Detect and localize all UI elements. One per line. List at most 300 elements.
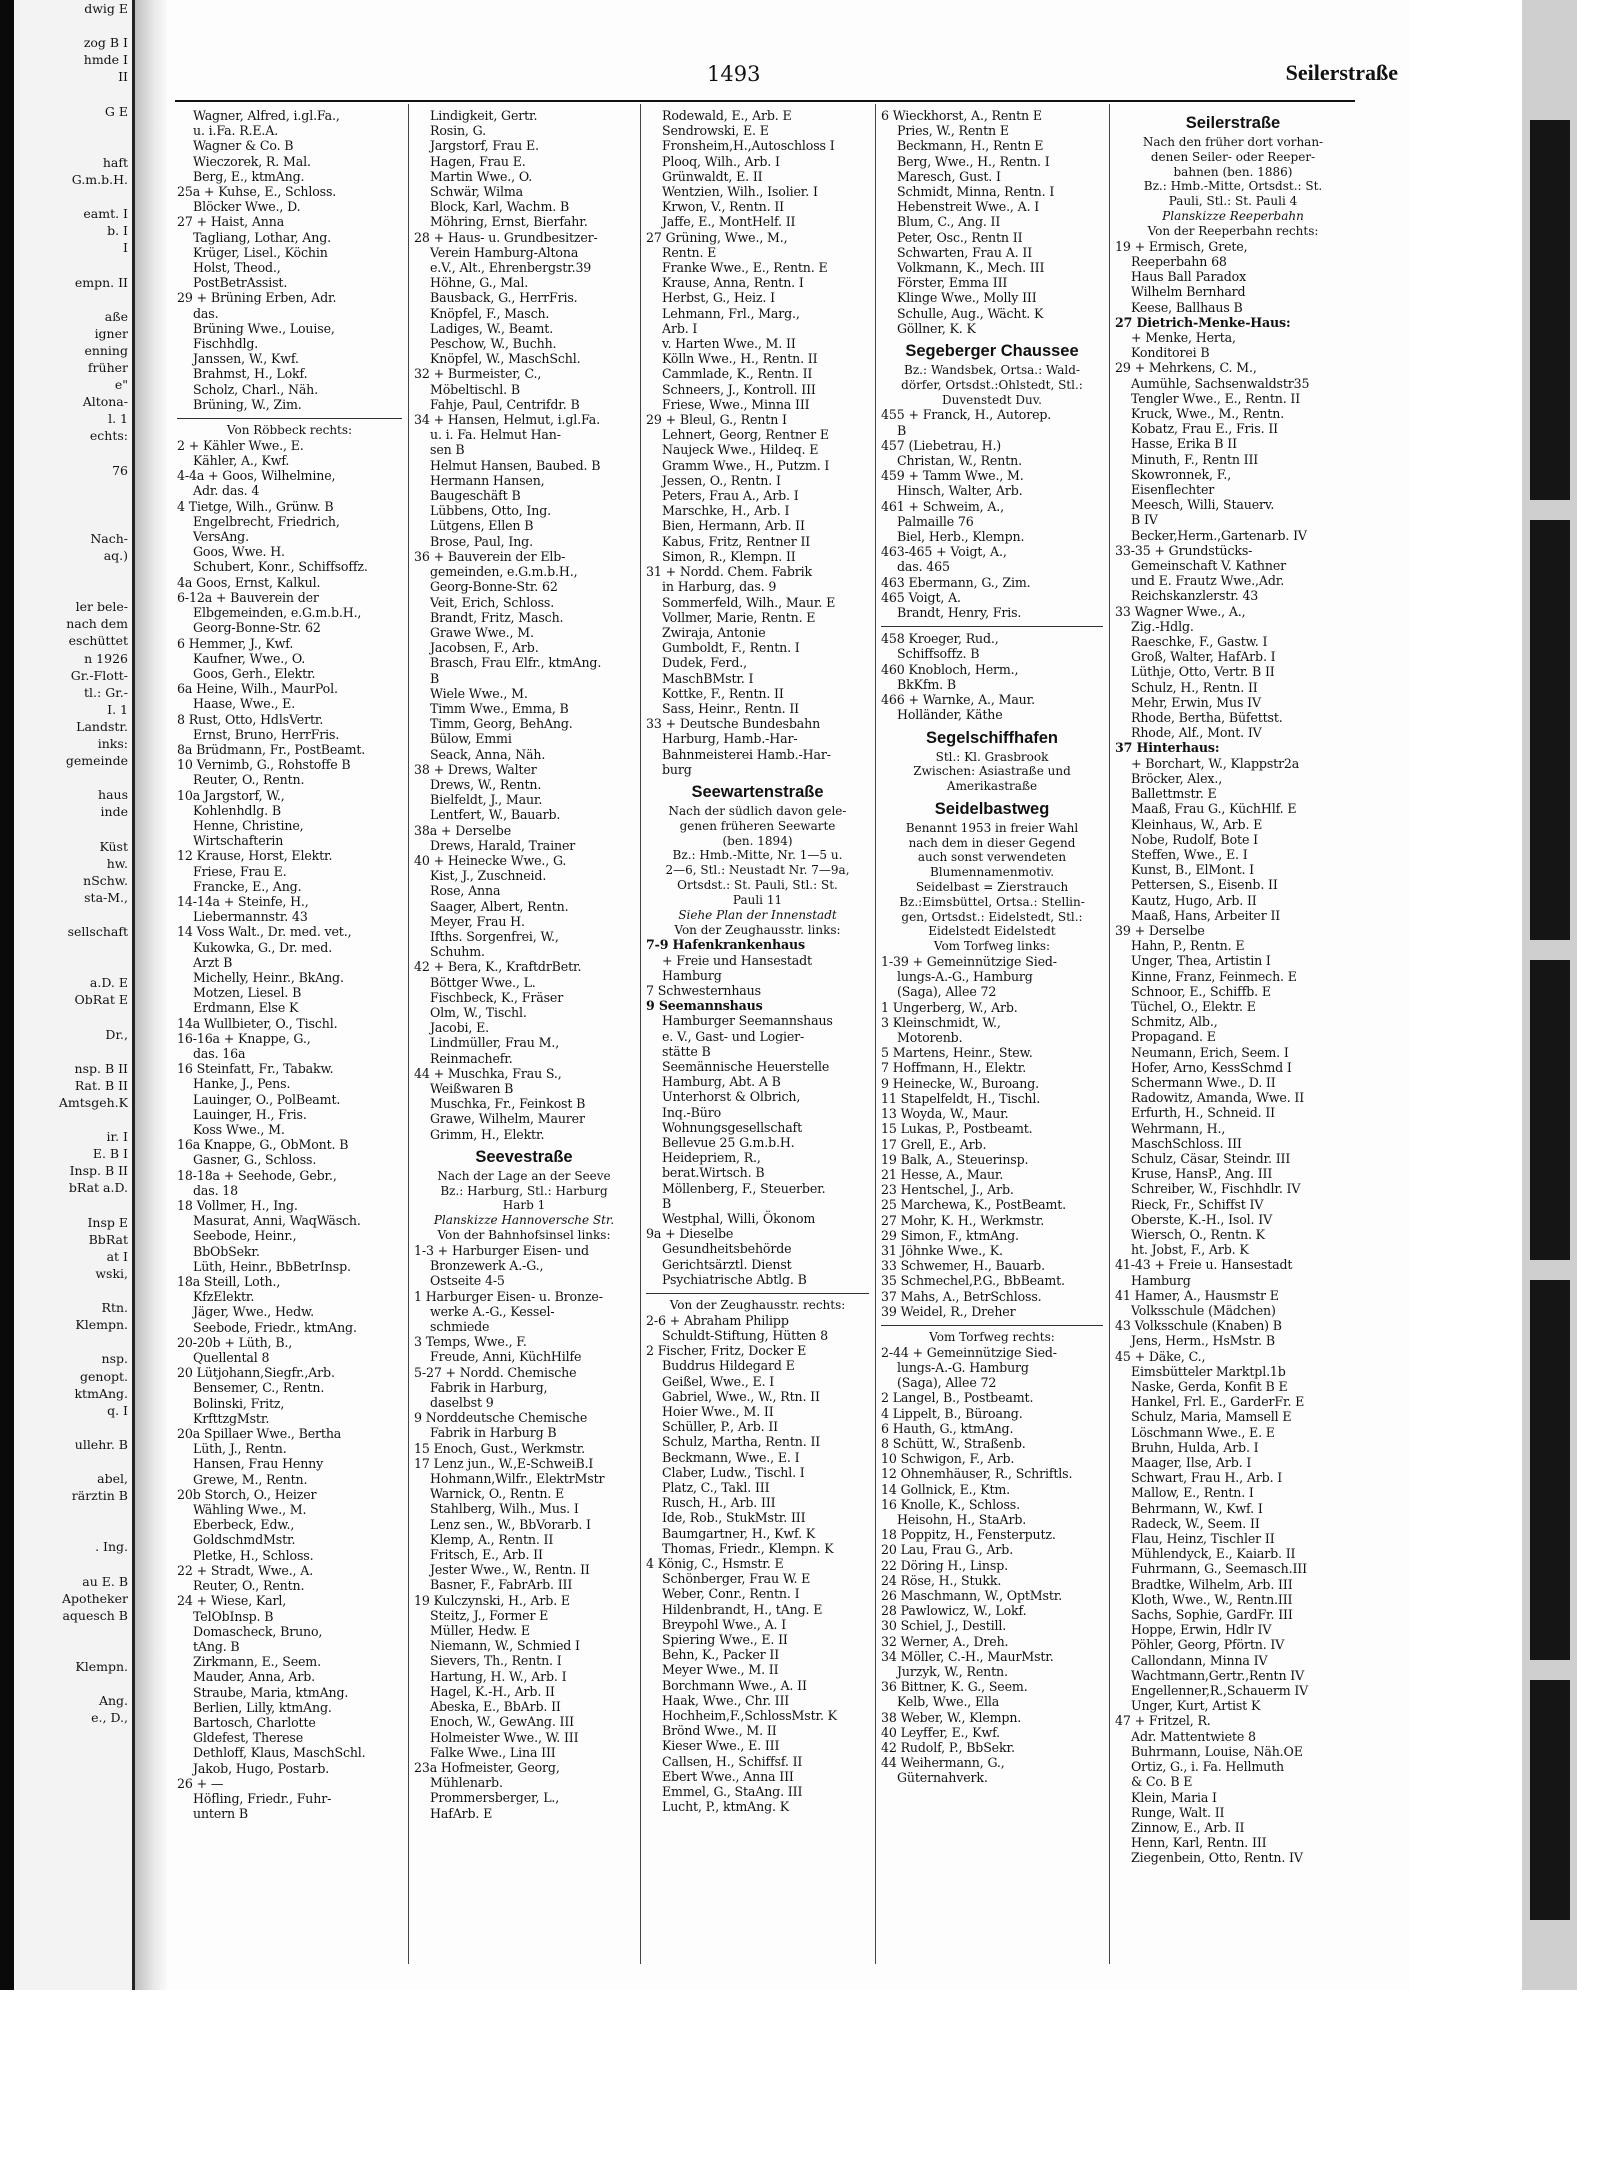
plan-reference: Planskizze Hannoversche Str. bbox=[433, 1213, 615, 1228]
resident-entry: Holmeister Wwe., W. III bbox=[430, 1729, 579, 1745]
resident-entry: sen B bbox=[430, 442, 465, 458]
house-number-entry: 25a + Kuhse, E., Schloss. bbox=[177, 184, 337, 200]
house-number-entry: 2 Fischer, Fritz, Docker E bbox=[646, 1343, 807, 1359]
resident-entry: Bensemer, C., Rentn. bbox=[193, 1380, 325, 1396]
house-number-entry: 38a + Derselbe bbox=[414, 822, 512, 838]
house-number-entry: 31 + Nordd. Chem. Fabrik bbox=[646, 564, 813, 580]
resident-entry: Propagand. E bbox=[1131, 1029, 1216, 1045]
resident-entry: Ziegenbein, Otto, Rentn. IV bbox=[1131, 1850, 1303, 1866]
resident-entry: Wagner, Alfred, i.gl.Fa., bbox=[193, 108, 340, 123]
resident-entry: PostBetrAssist. bbox=[193, 275, 288, 291]
resident-entry: Simon, R., Klempn. II bbox=[662, 548, 796, 564]
facing-page-line: tl.: Gr.- bbox=[84, 684, 128, 700]
house-number-entry: 1 Harburger Eisen- u. Bronze- bbox=[414, 1288, 603, 1304]
resident-entry: Schulz, Martha, Rentn. II bbox=[662, 1434, 821, 1450]
street-note: denen Seiler- oder Reeper- bbox=[1150, 149, 1316, 164]
house-number-entry: 8 Schütt, W., Straßenb. bbox=[881, 1435, 1026, 1451]
facing-page-line: aße bbox=[104, 308, 128, 324]
facing-page-line: a.D. E bbox=[89, 975, 128, 991]
facing-page-line: inde bbox=[100, 804, 128, 820]
resident-entry: Lentfert, W., Bauarb. bbox=[430, 807, 561, 823]
house-number-entry: 461 + Schweim, A., bbox=[881, 498, 1004, 514]
resident-entry: Hermann Hansen, bbox=[430, 472, 545, 488]
resident-entry: Mallow, E., Rentn. I bbox=[1131, 1485, 1254, 1501]
house-number-entry: 32 Werner, A., Dreh. bbox=[881, 1633, 1009, 1649]
resident-entry: Kleinhaus, W., Arb. E bbox=[1131, 816, 1263, 832]
facing-page-line bbox=[14, 1197, 132, 1214]
facing-page-line bbox=[14, 940, 132, 957]
section-divider bbox=[881, 1325, 1103, 1326]
resident-entry: Grawe, Wilhelm, Maurer bbox=[430, 1111, 585, 1127]
resident-entry: Gldefest, Therese bbox=[193, 1730, 304, 1746]
house-number-entry: 28 + Haus- u. Grundbesitzer- bbox=[414, 229, 598, 245]
house-number-entry: 27 Grüning, Wwe., M., bbox=[646, 229, 788, 245]
house-number-entry: 6 Hauth, G., ktmAng. bbox=[881, 1420, 1014, 1436]
resident-entry: Unger, Thea, Artistin I bbox=[1131, 953, 1271, 969]
street-note: Harb 1 bbox=[502, 1198, 546, 1213]
resident-entry: Inq.-Büro bbox=[662, 1104, 722, 1120]
plan-reference: Planskizze Reeperbahn bbox=[1162, 208, 1304, 223]
street-heading: Segelschiffhafen bbox=[925, 728, 1059, 747]
resident-entry: B bbox=[430, 670, 440, 686]
resident-entry: + Borchart, W., Klappstr2a bbox=[1131, 755, 1300, 771]
house-number-entry: 4 König, C., Hsmstr. E bbox=[646, 1556, 784, 1572]
resident-entry: Wiersch, O., Rentn. K bbox=[1131, 1226, 1265, 1242]
resident-entry: Hinsch, Walter, Arb. bbox=[897, 483, 1023, 499]
resident-entry: Weber, Conr., Rentn. I bbox=[662, 1586, 800, 1602]
facing-page-line bbox=[14, 479, 132, 496]
resident-entry: Masurat, Anni, WaqWäsch. bbox=[193, 1213, 361, 1229]
resident-entry: Stahlberg, Wilh., Mus. I bbox=[430, 1501, 579, 1517]
resident-entry: Beckmann, H., Rentn E bbox=[897, 138, 1044, 154]
resident-entry: Sievers, Th., Rentn. I bbox=[430, 1653, 562, 1669]
resident-entry: in Harburg, das. 9 bbox=[662, 579, 777, 595]
resident-entry: Franke Wwe., E., Rentn. E bbox=[662, 260, 828, 276]
resident-entry: Löschmann Wwe., E. E bbox=[1131, 1424, 1275, 1440]
resident-entry: Maresch, Gust. I bbox=[897, 168, 1001, 184]
resident-entry: Schulz, Maria, Mamsell E bbox=[1131, 1409, 1292, 1425]
resident-entry: Eimsbütteler Marktpl.1b bbox=[1131, 1363, 1286, 1379]
column-separator bbox=[408, 104, 409, 1964]
resident-entry: Radowitz, Amanda, Wwe. II bbox=[1131, 1090, 1305, 1106]
resident-entry: das. 18 bbox=[193, 1182, 239, 1198]
house-number-entry: 28 Pawlowicz, W., Lokf. bbox=[881, 1603, 1027, 1619]
resident-entry: Bröcker, Alex., bbox=[1131, 770, 1223, 786]
resident-entry: B bbox=[897, 422, 907, 438]
facing-page-line bbox=[14, 769, 132, 786]
resident-entry: Zinnow, E., Arb. II bbox=[1131, 1819, 1245, 1835]
resident-entry: Borchmann Wwe., A. II bbox=[662, 1677, 807, 1693]
resident-entry: Niemann, W., Schmied I bbox=[430, 1638, 580, 1654]
street-note: Nach den früher dort vorhan- bbox=[1142, 135, 1324, 149]
resident-entry: Behn, K., Packer II bbox=[662, 1647, 780, 1663]
house-number-entry: 36 Bittner, K. G., Seem. bbox=[881, 1679, 1028, 1695]
house-number-entry: 9a + Dieselbe bbox=[646, 1226, 734, 1242]
resident-entry: und E. Frautz Wwe.,Adr. bbox=[1131, 573, 1285, 589]
resident-entry: Christan, W., Rentn. bbox=[897, 453, 1022, 469]
resident-entry: Domascheck, Bruno, bbox=[193, 1623, 323, 1639]
facing-page-line: genopt. bbox=[80, 1368, 128, 1384]
resident-entry: Ide, Rob., StukMstr. III bbox=[662, 1510, 806, 1526]
resident-entry: Schwär, Wilma bbox=[430, 184, 524, 200]
resident-entry: Kukowka, G., Dr. med. bbox=[193, 939, 333, 955]
house-number-entry: 20-20b + Lüth, B., bbox=[177, 1334, 293, 1350]
facing-page-line bbox=[14, 1556, 132, 1573]
resident-entry: Holst, Theod., bbox=[193, 260, 281, 276]
resident-entry: Pettersen, S., Eisenb. II bbox=[1131, 877, 1278, 893]
resident-entry: Naske, Gerda, Konfit B E bbox=[1131, 1379, 1288, 1395]
facing-page-line: zog B I bbox=[83, 35, 128, 51]
street-note: genen früheren Seewarte bbox=[679, 818, 836, 833]
resident-entry: Wirtschafterin bbox=[193, 833, 284, 849]
resident-entry: Mühlendyck, E., Kaiarb. II bbox=[1131, 1546, 1296, 1562]
house-number-entry: 9 Norddeutsche Chemische bbox=[414, 1410, 588, 1426]
resident-entry: Bahnmeisterei Hamb.-Har- bbox=[662, 746, 831, 762]
resident-entry: Gabriel, Wwe., W., Rtn. II bbox=[662, 1388, 820, 1404]
house-number-entry: 29 + Mehrkens, C. M., bbox=[1115, 360, 1257, 376]
resident-entry: Adr. das. 4 bbox=[193, 483, 260, 499]
resident-entry: Schreiber, W., Fischhdlr. IV bbox=[1131, 1181, 1301, 1197]
resident-entry: Hansen, Frau Henny bbox=[193, 1456, 324, 1472]
resident-entry: Schermann Wwe., D. II bbox=[1131, 1074, 1276, 1090]
resident-entry: Mehr, Erwin, Mus IV bbox=[1131, 694, 1261, 710]
street-note: Nach der Lage an der Seeve bbox=[437, 1168, 611, 1183]
resident-entry: Klein, Maria I bbox=[1131, 1789, 1217, 1805]
resident-entry: Saager, Albert, Rentn. bbox=[430, 898, 569, 914]
resident-entry: Skowronnek, F., bbox=[1131, 466, 1232, 482]
resident-entry: Berg, E., ktmAng. bbox=[193, 168, 305, 184]
resident-entry: Konditorei B bbox=[1131, 345, 1210, 361]
house-number-entry: 20 Lau, Frau G., Arb. bbox=[881, 1542, 1014, 1558]
house-number-entry: 1 Ungerberg, W., Arb. bbox=[881, 999, 1018, 1015]
house-number-entry: 20 Lütjohann,Siegfr.,Arb. bbox=[177, 1365, 335, 1381]
resident-entry: BkKfm. B bbox=[897, 676, 956, 692]
facing-page-line: igner bbox=[94, 325, 128, 341]
resident-entry: Steffen, Wwe., E. I bbox=[1131, 846, 1248, 862]
resident-entry: Reichskanzlerstr. 43 bbox=[1131, 588, 1259, 604]
house-number-entry: 17 Grell, E., Arb. bbox=[881, 1136, 987, 1152]
resident-entry: Francke, E., Ang. bbox=[193, 878, 302, 894]
facing-page-line: Insp. B II bbox=[69, 1163, 128, 1179]
facing-page-line: wski, bbox=[95, 1265, 128, 1281]
house-number-entry: 12 Ohnemhäuser, R., Schriftls. bbox=[881, 1466, 1073, 1482]
resident-entry: Lindmüller, Frau M., bbox=[430, 1035, 560, 1051]
resident-entry: Schubert, Konr., Schiffsoffz. bbox=[193, 559, 368, 575]
resident-entry: Dethloff, Klaus, MaschSchl. bbox=[193, 1745, 366, 1761]
facing-page-line: BbRat bbox=[88, 1231, 128, 1247]
column-2 bbox=[414, 108, 634, 1978]
facing-page-line: empn. II bbox=[74, 274, 128, 290]
resident-entry: v. Harten Wwe., M. II bbox=[662, 336, 796, 352]
resident-entry: Henne, Christine, bbox=[193, 817, 304, 833]
house-number-entry: 1-3 + Harburger Eisen- und bbox=[414, 1243, 589, 1258]
facing-page-line bbox=[14, 906, 132, 923]
resident-entry: Wohnungsgesellschaft bbox=[662, 1119, 802, 1135]
resident-entry: Schulle, Aug., Wächt. K bbox=[897, 305, 1044, 321]
facing-page-line: e., D., bbox=[91, 1710, 128, 1726]
facing-page-line: E. B I bbox=[92, 1146, 128, 1162]
resident-entry: Seebode, Heinr., bbox=[193, 1228, 297, 1244]
street-note: Duvenstedt Duv. bbox=[942, 392, 1042, 407]
house-number-entry: 33-35 + Grundstücks- bbox=[1115, 542, 1253, 558]
house-number-entry: 463-465 + Voigt, A., bbox=[881, 544, 1007, 560]
facing-page-line: Altona- bbox=[82, 394, 128, 410]
facing-page-line: nSchw. bbox=[83, 872, 128, 888]
house-number-entry: 27 Dietrich-Menke-Haus: bbox=[1115, 314, 1291, 330]
facing-page-line: gemeinde bbox=[65, 753, 128, 769]
resident-entry: Kieser Wwe., E. III bbox=[662, 1738, 780, 1754]
facing-page-line: Apotheker bbox=[62, 1590, 128, 1606]
house-number-entry: 34 Möller, C.-H., MaurMstr. bbox=[881, 1648, 1054, 1664]
resident-entry: Basner, F., FabrArb. III bbox=[430, 1577, 573, 1593]
resident-entry: Fischhdlg. bbox=[193, 336, 259, 352]
resident-entry: Sachs, Sophie, GardFr. III bbox=[1131, 1607, 1293, 1623]
resident-entry: Knöpfel, F., Masch. bbox=[430, 305, 550, 321]
resident-entry: Hohmann,Wilfr., ElektrMstr bbox=[430, 1471, 605, 1487]
book-gutter bbox=[135, 0, 167, 1990]
resident-entry: MaschSchloss. III bbox=[1131, 1135, 1242, 1151]
facing-page-line: Gr.-Flott- bbox=[70, 667, 128, 683]
street-note: bahnen (ben. 1886) bbox=[1173, 164, 1293, 179]
resident-entry: Baugeschäft B bbox=[430, 488, 521, 504]
facing-page-line: 76 bbox=[112, 462, 128, 478]
resident-entry: Radeck, W., Seem. II bbox=[1131, 1515, 1260, 1531]
resident-entry: Förster, Emma III bbox=[897, 275, 1008, 291]
resident-entry: B bbox=[662, 1195, 672, 1211]
resident-entry: Claber, Ludw., Tischl. I bbox=[662, 1464, 805, 1480]
street-note: Von der Zeughausstr. rechts: bbox=[669, 1297, 846, 1312]
facing-page-line: Rtn. bbox=[101, 1300, 128, 1316]
resident-entry: Mauder, Anna, Arb. bbox=[193, 1669, 315, 1685]
house-number-entry: 26 + — bbox=[177, 1775, 224, 1791]
resident-entry: Engelbrecht, Friedrich, bbox=[193, 513, 340, 529]
street-note: Vom Torfweg rechts: bbox=[929, 1329, 1055, 1344]
house-number-entry: 26 Maschmann, W., OptMstr. bbox=[881, 1587, 1063, 1603]
facing-page-line bbox=[14, 1043, 132, 1060]
resident-entry: Eberbeck, Edw., bbox=[193, 1517, 295, 1533]
facing-page-line: sellschaft bbox=[67, 924, 128, 940]
resident-entry: Rhode, Bertha, Büfettst. bbox=[1131, 710, 1283, 726]
resident-entry: Friese, Frau E. bbox=[193, 863, 287, 879]
resident-entry: Dudek, Ferd., bbox=[662, 655, 748, 671]
resident-entry: daselbst 9 bbox=[430, 1395, 494, 1411]
facing-page-line bbox=[14, 256, 132, 273]
facing-page-line: Nach- bbox=[90, 530, 128, 546]
resident-entry: Sendrowski, E. E bbox=[662, 123, 769, 139]
house-number-entry: 19 Balk, A., Steuerinsp. bbox=[881, 1151, 1029, 1167]
resident-entry: Enoch, W., GewAng. III bbox=[430, 1714, 574, 1730]
resident-entry: Maaß, Hans, Arbeiter II bbox=[1131, 907, 1281, 923]
facing-page-line: ktmAng. bbox=[74, 1385, 128, 1401]
resident-entry: Jargstorf, Frau E. bbox=[430, 138, 539, 154]
house-number-entry: 18 Vollmer, H., Ing. bbox=[177, 1198, 298, 1214]
house-number-entry: 44 + Muschka, Frau S., bbox=[414, 1065, 562, 1081]
resident-entry: Schulz, H., Rentn. II bbox=[1131, 679, 1258, 695]
resident-entry: Blum, C., Ang. II bbox=[897, 214, 1001, 230]
facing-page-line bbox=[14, 85, 132, 102]
resident-entry: Sass, Heinr., Rentn. II bbox=[662, 700, 800, 716]
resident-entry: Buhrmann, Louise, Näh.OE bbox=[1131, 1743, 1303, 1759]
facing-page-line: Amtsgeh.K bbox=[58, 1095, 128, 1110]
house-number-entry: 36 + Bauverein der Elb- bbox=[414, 548, 566, 564]
house-number-entry: 15 Enoch, Gust., Werkmstr. bbox=[414, 1440, 586, 1456]
resident-entry: Hahn, P., Rentn. E bbox=[1131, 938, 1245, 954]
resident-entry: Herbst, G., Heiz. I bbox=[662, 290, 775, 306]
resident-entry: Biel, Herb., Klempn. bbox=[897, 529, 1025, 545]
resident-entry: Hagen, Frau E. bbox=[430, 153, 526, 169]
resident-entry: Keese, Ballhaus B bbox=[1131, 299, 1243, 315]
facing-page-line bbox=[14, 1419, 132, 1436]
house-number-entry: 455 + Franck, H., Autorep. bbox=[881, 407, 1052, 423]
facing-page-fragment bbox=[14, 0, 135, 1990]
resident-entry: Bülow, Emmi bbox=[430, 731, 512, 747]
facing-page-line: Insp E bbox=[87, 1214, 128, 1230]
resident-entry: Jakob, Hugo, Postarb. bbox=[193, 1760, 330, 1776]
resident-entry: Schönberger, Frau W. E bbox=[662, 1571, 811, 1587]
house-number-entry: 35 Schmechel,P.G., BbBeamt. bbox=[881, 1273, 1065, 1289]
resident-entry: Hoier Wwe., M. II bbox=[662, 1404, 774, 1419]
street-heading: Seevestraße bbox=[475, 1147, 573, 1166]
street-note: Nach der südlich davon gele- bbox=[668, 803, 847, 818]
resident-entry: Haak, Wwe., Chr. III bbox=[662, 1692, 790, 1708]
resident-entry: Straube, Maria, ktmAng. bbox=[193, 1684, 349, 1700]
column-separator bbox=[640, 104, 641, 1964]
resident-entry: Klemp, A., Rentn. II bbox=[430, 1531, 554, 1547]
resident-entry: Block, Karl, Wachm. B bbox=[430, 199, 570, 215]
street-note: Bz.: Wandsbek, Ortsa.: Wald- bbox=[904, 363, 1080, 378]
resident-entry: Tüchel, O., Elektr. E bbox=[1131, 998, 1256, 1014]
column-3 bbox=[646, 108, 869, 1978]
resident-entry: Mühlenarb. bbox=[430, 1775, 503, 1791]
facing-page-line bbox=[14, 188, 132, 205]
house-number-entry: 460 Knobloch, Herm., bbox=[881, 661, 1019, 677]
resident-entry: Güternahverk. bbox=[897, 1770, 988, 1786]
resident-entry: Erfurth, H., Schneid. II bbox=[1131, 1105, 1275, 1121]
resident-entry: Rhode, Alf., Mont. IV bbox=[1131, 725, 1262, 741]
resident-entry: Schüller, P., Arb. II bbox=[662, 1419, 778, 1435]
house-number-entry: 27 Mohr, K. H., Werkmstr. bbox=[881, 1212, 1045, 1228]
resident-entry: Haus Ball Paradox bbox=[1131, 269, 1247, 285]
resident-entry: Jester Wwe., W., Rentn. II bbox=[430, 1562, 590, 1578]
resident-entry: Hanke, J., Pens. bbox=[193, 1076, 291, 1092]
resident-entry: Peters, Frau A., Arb. I bbox=[662, 488, 799, 504]
resident-entry: Berlien, Lilly, ktmAng. bbox=[193, 1699, 332, 1715]
facing-page-line: früher bbox=[87, 359, 128, 375]
resident-entry: Westphal, Willi, Ökonom bbox=[662, 1210, 816, 1226]
street-note: Pauli, Stl.: St. Pauli 4 bbox=[1168, 194, 1298, 209]
resident-entry: ht. Jobst, F., Arb. K bbox=[1131, 1242, 1249, 1258]
resident-entry: Grewe, M., Rentn. bbox=[193, 1471, 308, 1487]
resident-entry: Blöcker Wwe., D. bbox=[193, 199, 301, 215]
resident-entry: Meyer Wwe., M. II bbox=[662, 1662, 779, 1678]
resident-entry: Böttger Wwe., L. bbox=[430, 974, 536, 990]
facing-page-line bbox=[14, 1641, 132, 1658]
resident-entry: Georg-Bonne-Str. 62 bbox=[193, 620, 321, 636]
facing-page-line bbox=[14, 1453, 132, 1470]
resident-entry: TelObInsp. B bbox=[193, 1608, 274, 1624]
facing-page-line: Klempn. bbox=[75, 1659, 128, 1675]
resident-entry: Reuter, O., Rentn. bbox=[193, 1578, 305, 1594]
house-number-entry: 33 Schwemer, H., Bauarb. bbox=[881, 1258, 1045, 1274]
resident-entry: Krause, Anna, Rentn. I bbox=[662, 275, 804, 291]
resident-entry: das. 465 bbox=[897, 559, 950, 575]
resident-entry: Jacobi, E. bbox=[430, 1020, 489, 1036]
resident-entry: Jäger, Wwe., Hedw. bbox=[193, 1304, 314, 1320]
house-number-entry: 16 Steinfatt, Fr., Tabakw. bbox=[177, 1061, 334, 1077]
facing-page-line: Rat. B II bbox=[74, 1077, 128, 1093]
house-number-entry: 18 Poppitz, H., Fensterputz. bbox=[881, 1527, 1056, 1543]
facing-page-line: ObRat E bbox=[74, 992, 128, 1008]
resident-entry: (Saga), Allee 72 bbox=[897, 1375, 997, 1391]
house-number-entry: 15 Lukas, P., Postbeamt. bbox=[881, 1121, 1033, 1137]
resident-entry: Koss Wwe., M. bbox=[193, 1122, 285, 1137]
resident-entry: Holländer, Käthe bbox=[897, 707, 1003, 723]
house-number-entry: 43 Volksschule (Knaben) B bbox=[1115, 1318, 1282, 1334]
resident-entry: + Freie und Hansestadt bbox=[662, 952, 812, 968]
house-number-entry: 10 Schwigon, F., Arb. bbox=[881, 1451, 1015, 1467]
resident-entry: Thomas, Friedr., Klempn. K bbox=[662, 1540, 834, 1556]
resident-entry: Janssen, W., Kwf. bbox=[193, 351, 299, 367]
facing-page-line: I. 1 bbox=[107, 701, 128, 717]
facing-page-line: sta-M., bbox=[84, 889, 128, 905]
resident-entry: Michelly, Heinr., BkAng. bbox=[193, 969, 344, 985]
resident-entry: Minuth, F., Rentn III bbox=[1131, 451, 1259, 467]
resident-entry: Kabus, Fritz, Rentner II bbox=[662, 533, 811, 549]
resident-entry: Lüth, J., Rentn. bbox=[193, 1441, 287, 1457]
resident-entry: Drews, Harald, Trainer bbox=[430, 837, 576, 853]
house-number-entry: 5 Martens, Heinr., Stew. bbox=[881, 1045, 1033, 1061]
resident-entry: Heidepriem, R., bbox=[662, 1150, 761, 1166]
resident-entry: Adr. Mattentwiete 8 bbox=[1131, 1728, 1256, 1744]
facing-page-line bbox=[14, 444, 132, 461]
section-divider bbox=[881, 626, 1103, 627]
resident-entry: Kobatz, Frau E., Fris. II bbox=[1131, 421, 1278, 437]
resident-entry: Bolinski, Fritz, bbox=[193, 1395, 285, 1411]
facing-page-line: Klempn. bbox=[75, 1317, 128, 1333]
resident-entry: Knöpfel, W., MaschSchl. bbox=[430, 351, 581, 367]
street-note: nach dem in dieser Gegend bbox=[908, 835, 1076, 850]
resident-entry: Bronzewerk A.-G., bbox=[430, 1258, 544, 1274]
house-number-entry: 42 + Bera, K., KraftdrBetr. bbox=[414, 959, 582, 975]
resident-entry: Bielfeldt, J., Maur. bbox=[430, 792, 543, 808]
resident-entry: Steitz, J., Former E bbox=[430, 1607, 549, 1623]
resident-entry: Breypohl Wwe., A. I bbox=[662, 1616, 787, 1632]
street-note: Von der Zeughausstr. links: bbox=[674, 922, 841, 937]
house-number-entry: 29 + Bleul, G., Rentn I bbox=[646, 412, 787, 428]
resident-entry: Hankel, Frl. E., GarderFr. E bbox=[1131, 1394, 1305, 1410]
resident-entry: Rosin, G. bbox=[430, 123, 486, 139]
resident-entry: Seemännische Heuerstelle bbox=[662, 1058, 830, 1074]
resident-entry: Hamburg bbox=[1131, 1272, 1191, 1288]
resident-entry: Haase, Wwe., E. bbox=[193, 696, 296, 712]
street-note: Bz.: Hmb.-Mitte, Ortsdst.: St. bbox=[1143, 179, 1323, 194]
resident-entry: Callondann, Minna IV bbox=[1131, 1652, 1268, 1668]
resident-entry: Liebermannstr. 43 bbox=[193, 909, 308, 925]
street-note: Amerikastraße bbox=[946, 779, 1038, 794]
resident-entry: Kelb, Wwe., Ella bbox=[897, 1694, 1000, 1710]
resident-entry: Zwiraja, Antonie bbox=[662, 624, 766, 640]
facing-page-line: aquesch B bbox=[62, 1607, 128, 1623]
house-number-entry: 14 Gollnick, E., Ktm. bbox=[881, 1481, 1011, 1497]
street-note: auch sonst verwendeten bbox=[917, 850, 1067, 865]
resident-entry: Brandt, Henry, Fris. bbox=[897, 605, 1022, 621]
house-number-entry: 16a Knappe, G., ObMont. B bbox=[177, 1137, 349, 1153]
house-number-entry: 18-18a + Seehode, Gebr., bbox=[177, 1167, 337, 1183]
resident-entry: Wähling Wwe., M. bbox=[193, 1502, 307, 1518]
plan-reference: Siehe Plan der Innenstadt bbox=[678, 907, 837, 922]
house-number-entry: 6 Wieckhorst, A., Rentn E bbox=[881, 108, 1042, 123]
facing-page-line bbox=[14, 291, 132, 308]
